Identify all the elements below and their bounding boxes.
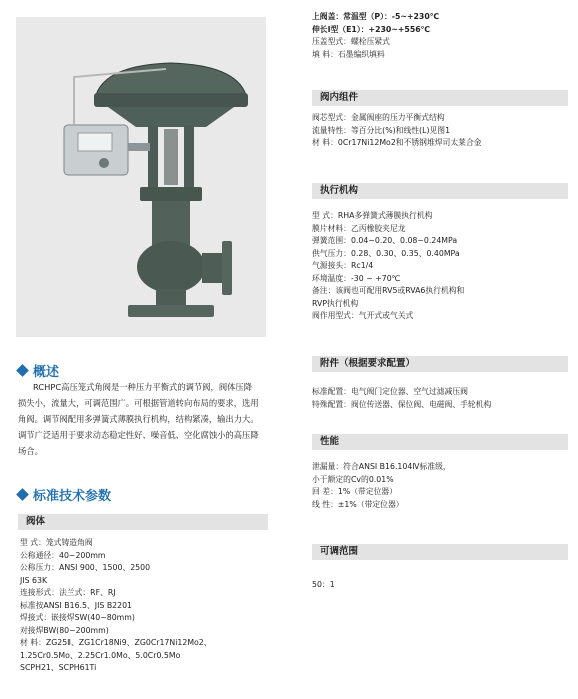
- spec-line: 阀作用型式：气开式或气关式: [312, 311, 414, 320]
- spec-line: 公称通径：40~200mm: [20, 550, 106, 560]
- diamond-bullet-icon: [16, 364, 29, 377]
- spec-line: 弹簧范围：0.04~0.20、0.08~0.24MPa: [312, 236, 458, 245]
- spec-line: 阀芯型式：金属阀座的压力平衡式结构: [312, 113, 445, 122]
- spec-line: 膜片材料：乙丙橡胶夹尼龙: [312, 223, 406, 233]
- spec-line: 小于额定的Cv的0.01%: [312, 474, 394, 484]
- spec-line: 材 料：0Cr17Ni12Mo2和不锈钢堆焊司太莱合金: [312, 138, 482, 147]
- accessories-specs: [312, 386, 568, 411]
- overview-heading: 概述: [18, 361, 59, 380]
- spec-line: 特殊配置：阀位传送器、保位阀、电磁阀、手轮机构: [312, 399, 492, 409]
- spec-line: 线 性：±1%（带定位器）: [312, 499, 404, 509]
- actuator-bar: 执行机构: [312, 183, 568, 199]
- spec-line: 伸长Ⅰ型（E1）：+230~+556℃: [312, 24, 431, 34]
- spec-line: 填 料：石墨编织填料: [312, 49, 385, 59]
- valve-body-specs: [20, 537, 270, 675]
- bonnet-specs: [312, 11, 568, 61]
- spec-line: 回 差：1%（带定位器）: [312, 487, 398, 496]
- trim-bar: 阀内组件: [312, 90, 568, 106]
- diamond-bullet-icon: [16, 488, 29, 501]
- angle-valve-illustration: [16, 17, 266, 337]
- overview-paragraph: [18, 379, 268, 459]
- spec-line: 标准按ANSI B16.5、JIS B2201: [20, 600, 133, 610]
- spec-line: 标准配置：电气阀门定位器、空气过滤减压阀: [312, 387, 468, 396]
- accessories-bar: 附件（根据要求配置）: [312, 356, 568, 372]
- spec-line: 连接形式：法兰式：RF、RJ: [20, 588, 116, 597]
- spec-line: RVP执行机构: [312, 298, 359, 308]
- spec-line: 备注：该阀也可配用RV5或RVA6执行机构和: [312, 286, 465, 295]
- product-photo: [16, 17, 266, 337]
- spec-line: SCPH21、SCPH61Ti: [20, 663, 97, 672]
- valve-body-bar: 阀体: [18, 514, 268, 530]
- spec-line: 焊接式：嵌接焊SW(40~80mm): [20, 613, 135, 622]
- spec-line: 公称压力：ANSI 900、1500、2500: [20, 563, 151, 572]
- spec-line: 气源接头：Rc1/4: [312, 261, 374, 270]
- spec-line: 上阀盖：常温型（P）：-5~+230℃: [312, 12, 440, 21]
- range-value: 50：1: [312, 580, 335, 589]
- overview-line: RCHPC高压笼式角阀是一种压力平衡式的调节阀，阀体压降: [33, 382, 253, 392]
- spec-line: 压盖型式：螺栓压紧式: [312, 37, 390, 46]
- spec-line: 环境温度：-30 ~ +70℃: [312, 273, 401, 283]
- spec-line: JIS 63K: [20, 575, 48, 585]
- performance-bar: 性能: [312, 434, 568, 450]
- spec-line: 流量特性：等百分比(%)和线性(L)见图1: [312, 125, 451, 135]
- spec-line: 1.25Cr0.5Mo、2.25Cr1.0Mo、5.0Cr0.5Mo: [20, 650, 181, 660]
- range-bar: 可调范围: [312, 544, 568, 560]
- spec-line: 供气压力：0.28、0.30、0.35、0.40MPa: [312, 248, 460, 258]
- spec-line: 材 料：ZG25Ⅱ、ZG1Cr18Ni9、ZG0Cr17Ni12Mo2、: [20, 638, 212, 647]
- performance-specs: [312, 461, 568, 511]
- params-heading: 标准技术参数: [18, 485, 111, 504]
- spec-line: 泄漏量：符合ANSI B16.104Ⅳ标准级，: [312, 462, 451, 471]
- spec-line: 型 式：笼式铸造角阀: [20, 538, 93, 547]
- trim-specs: [312, 112, 568, 150]
- spec-line: 型 式：RHA多弹簧式薄膜执行机构: [312, 211, 433, 220]
- overview-line: 角阀。调节阀配用多弹簧式薄膜执行机构，结构紧凑，输出力大。: [18, 414, 259, 424]
- actuator-specs: [312, 210, 568, 323]
- overview-line: 损失小，流量大，可调范围广。可根据管道转向布局的要求，选用: [18, 398, 259, 408]
- spec-line: 对接焊BW(80~200mm): [20, 625, 109, 635]
- overview-line: 调节广泛适用于要求动态稳定性好、噪音低、空化腐蚀小的高压降: [18, 430, 259, 440]
- overview-line: 场合。: [18, 446, 43, 456]
